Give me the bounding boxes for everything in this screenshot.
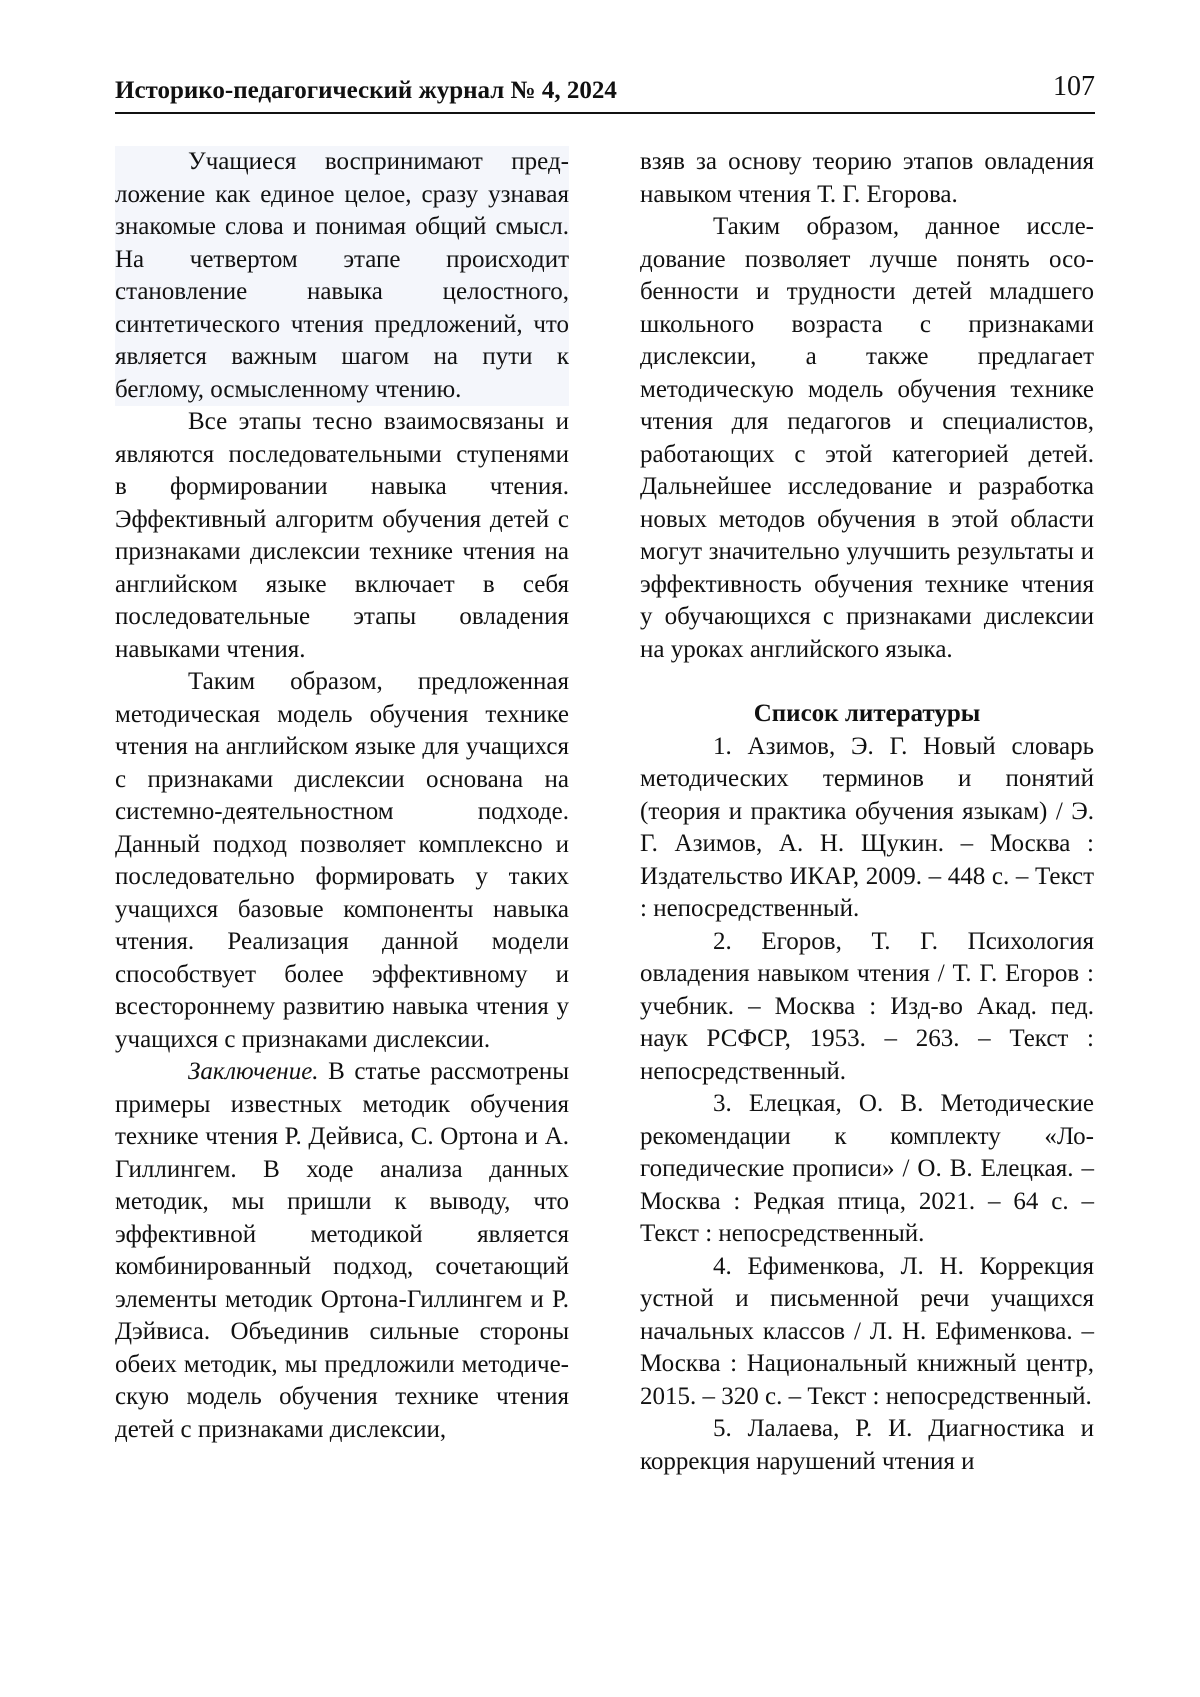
- left-column: [115, 146, 569, 1446]
- reference-item: 1. Азимов, Э. Г. Новый словарь методических терминов и понятий (теория и практика обучения языкам) / Э. Г. Азимов, А. Н. Щукин. – Москва : Издательство ИКАР, 2009. – 448 с. – Текст : непосредственный.: [640, 732, 1094, 922]
- reference-item: 5. Лалаева, Р. И. Диагностика и коррекция нарушений чтения и: [640, 1415, 1094, 1475]
- page-number: 107: [1053, 71, 1095, 102]
- paragraph-continuation: взяв за основу теорию этапов овладения навыком чтения Т. Г. Егорова.: [640, 148, 1094, 208]
- paragraph-summary: Таким образом, данное исследование позволяет лучше понять особенности и трудности детей младшего школьного возраста с признаками дислексии, а также предлагает методическую модель обучения технике чтения для педагогов и специалистов, работающих с этой категорией детей. Дальнейшее исследование и разработка новых методов обучения в этой области могут значительно улучшить результаты и эффективность обучения технике чтения у обучающихся с признаками дислексии на уроках английского языка.: [640, 213, 1094, 663]
- paragraph-stage-four: Учащиеся воспринимают предложение как единое целое, сразу узнавая знакомые слова и понимая общий смысл. На четвертом этапе происходит становление навыка целостного, синтетического чтения предложений, что является важным шагом на пути к беглому, осмысленному чтению.: [115, 146, 569, 406]
- reference-item: 4. Ефименкова, Л. Н. Коррекция устной и письменной речи учащихся начальных классов / Л. Н. Ефименкова. – Москва : Национальный книжный центр, 2015. – 320 с. – Текст : непосредственный.: [640, 1252, 1094, 1410]
- paragraph-conclusion: [115, 1056, 569, 1446]
- paragraph-stages-connected: Все этапы тесно взаимосвязаны и являются последовательными ступенями в формировании навыка чтения. Эффективный алгоритм обучения детей с признаками дислексии технике чтения на английском языке включает в себя последовательные этапы овладения навыками чтения.: [115, 408, 569, 663]
- conclusion-text: В статье рассмотрены примеры известных методик обучения технике чтения Р. Дейвиса, С. Ортона и А. Гиллингем. В ходе анализа данных методик, мы пришли к выводу, что эффективной методикой является комбинированный подход, сочетающий элементы методик Ортона-Гиллингем и Р. Дэйвиса. Объединив сильные стороны обеих методик, мы предложили методическую модель обучения технике чтения детей с признаками дислексии,: [115, 1058, 569, 1443]
- conclusion-lead: Заключение.: [188, 1058, 319, 1085]
- paragraph-method-model: Таким образом, предложенная методическая модель обучения технике чтения на английском языке для учащихся с признаками дислексии основана на системно-деятельностном подходе. Данный подход позволяет комплексно и последовательно формировать у таких учащихся базовые компоненты навыка чтения. Реализация данной модели способствует более эффективному и всестороннему развитию навыка чтения у учащихся с признаками дислексии.: [115, 668, 569, 1053]
- reference-item: 3. Елецкая, О. В. Методические рекомендации к комплекту «Логопедические прописи» / О. В. Елецкая. – Москва : Редкая птица, 2021. – 64 с. – Текст : непосредственный.: [640, 1090, 1094, 1247]
- right-column: [640, 146, 1094, 1478]
- journal-title: Историко-педагогический журнал № 4, 2024: [115, 77, 617, 104]
- references-heading: Список литературы: [753, 700, 981, 727]
- page-header: [115, 70, 1095, 114]
- reference-item: 2. Егоров, Т. Г. Психология овладения навыком чтения / Т. Г. Егоров : учебник. – Москва : Изд-во Акад. пед. наук РСФСР, 1953. – 263. – Текст : непосредственный.: [640, 927, 1094, 1085]
